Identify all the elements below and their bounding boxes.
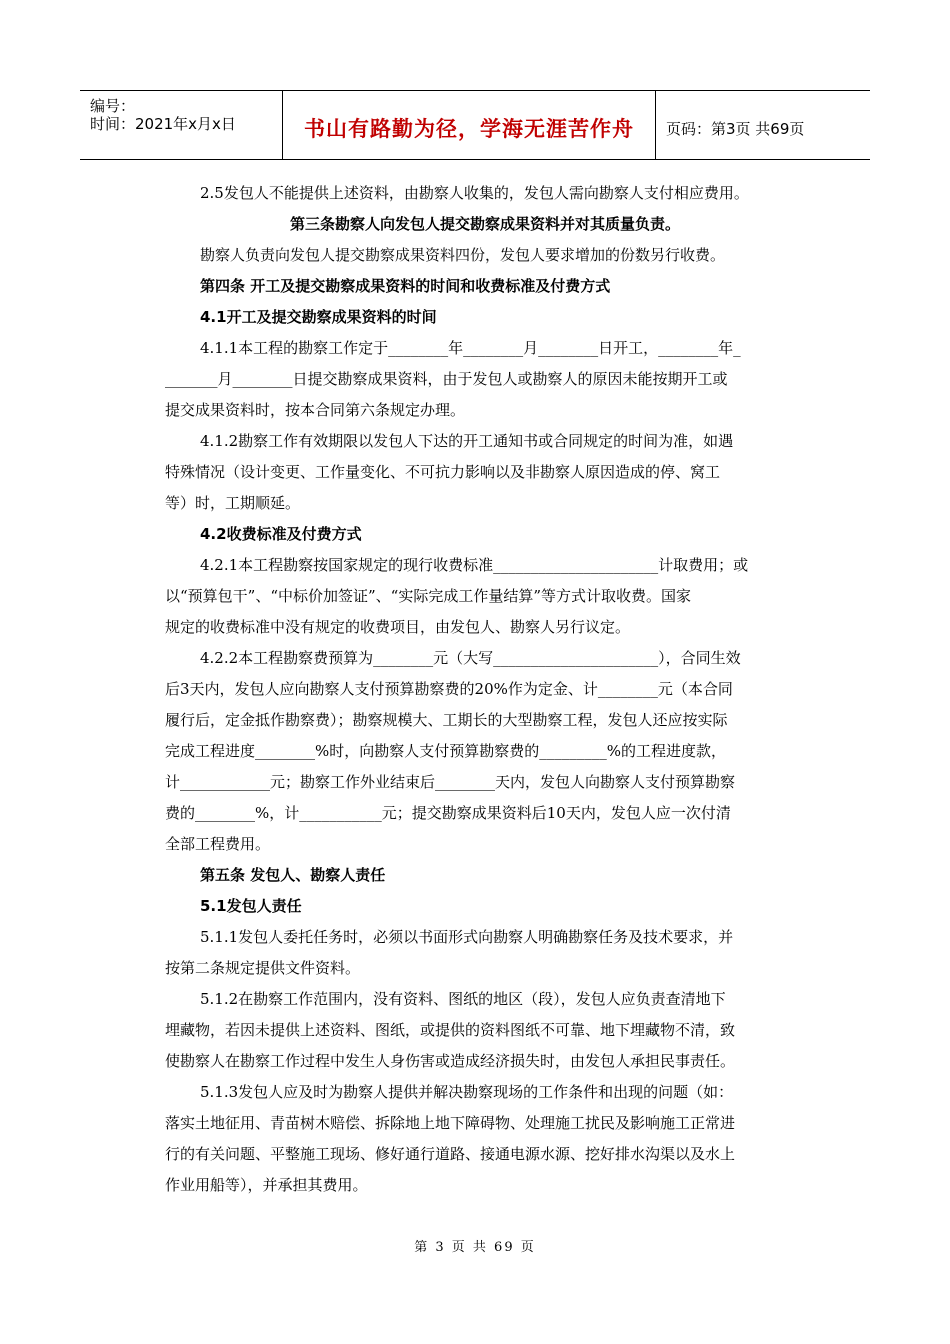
paragraph-line: 履行后，定金抵作勘察费）；勘察规模大、工期长的大型勘察工程，发包人还应按实际 [165, 711, 728, 729]
paragraph-line: 按第二条规定提供文件资料。 [165, 959, 361, 977]
header-page-label: 页码：第3页 共69页 [666, 120, 805, 138]
document-header [80, 90, 870, 160]
paragraph-line: 5.1.2在勘察工作范围内，没有资料、图纸的地区（段），发包人应负责查清地下 [200, 990, 726, 1008]
paragraph-line: 落实土地征用、青苗树木赔偿、拆除地上地下障碍物、处理施工扰民及影响施工正常进 [165, 1114, 736, 1132]
paragraph-line: 全部工程费用。 [165, 835, 271, 853]
paragraph-line: 5.1.1发包人委托任务时，必须以书面形式向勘察人明确勘察任务及技术要求，并 [200, 928, 734, 946]
paragraph-line: 完成工程进度________%时，向勘察人支付预算勘察费的_________%的工程进度款， [165, 742, 727, 760]
header-right-cell [656, 91, 870, 159]
document-time-label: 时间：2021年x月x日 [90, 115, 236, 133]
section-heading: 4.2收费标准及付费方式 [200, 525, 362, 543]
paragraph-line: 等）时，工期顺延。 [165, 494, 301, 512]
page-footer: 第 3 页 共 69 页 [414, 1240, 536, 1255]
paragraph-line: 埋藏物，若因未提供上述资料、图纸，或提供的资料图纸不可靠、地下埋藏物不清，致 [165, 1021, 736, 1039]
paragraph-line: 以“预算包干”、“中标价加签证”、“实际完成工作量结算”等方式计取收费。国家 [165, 587, 692, 605]
paragraph-line: 使勘察人在勘察工作过程中发生人身伤害或造成经济损失时，由发包人承担民事责任。 [165, 1052, 736, 1070]
section-heading: 4.1开工及提交勘察成果资料的时间 [200, 308, 437, 326]
paragraph-line: 2.5发包人不能提供上述资料，由勘察人收集的，发包人需向勘察人支付相应费用。 [200, 184, 749, 202]
paragraph-line: 规定的收费标准中没有规定的收费项目，由发包人、勘察人另行议定。 [165, 618, 631, 636]
section-heading: 5.1发包人责任 [200, 897, 302, 915]
header-motto: 书山有路勤为径，学海无涯苦作舟 [304, 117, 634, 141]
article-heading: 第五条 发包人、勘察人责任 [200, 866, 386, 884]
paragraph-line: 费的________%，计___________元；提交勘察成果资料后10天内，发包人应一次付清 [165, 804, 731, 822]
paragraph-line: 4.1.1本工程的勘察工作定于________年________月________日开工，________年_ [200, 339, 741, 357]
document-number-label: 编号： [90, 97, 136, 115]
paragraph-line: 4.2.1本工程勘察按国家规定的现行收费标准______________________计取费用；或 [200, 556, 749, 574]
paragraph-line: 提交成果资料时，按本合同第六条规定办理。 [165, 401, 466, 419]
header-left-cell [80, 91, 280, 159]
paragraph-line: 行的有关问题、平整施工现场、修好通行道路、接通电源水源、挖好排水沟渠以及水上 [165, 1145, 736, 1163]
document-body [165, 178, 805, 1201]
article-heading: 第三条勘察人向发包人提交勘察成果资料并对其质量负责。 [289, 215, 680, 233]
paragraph-line: 4.1.2勘察工作有效期限以发包人下达的开工通知书或合同规定的时间为准，如遇 [200, 432, 734, 450]
paragraph-line: 计____________元；勘察工作外业结束后________天内，发包人向勘察人支付预算勘察 [165, 773, 736, 791]
paragraph-line: 作业用船等），并承担其费用。 [165, 1176, 368, 1194]
paragraph-line: 后3天内，发包人应向勘察人支付预算勘察费的20%作为定金、计________元（本合同 [165, 680, 733, 698]
article-heading: 第四条 开工及提交勘察成果资料的时间和收费标准及付费方式 [200, 277, 611, 295]
paragraph-line: 勘察人负责向发包人提交勘察成果资料四份，发包人要求增加的份数另行收费。 [200, 246, 726, 264]
paragraph-line: 特殊情况（设计变更、工作量变化、不可抗力影响以及非勘察人原因造成的停、窝工 [165, 463, 721, 481]
paragraph-line: 4.2.2本工程勘察费预算为________元（大写______________________），合同生效 [200, 649, 741, 667]
paragraph-line: _______月________日提交勘察成果资料，由于发包人或勘察人的原因未能按期开工或 [165, 370, 728, 388]
paragraph-line: 5.1.3发包人应及时为勘察人提供并解决勘察现场的工作条件和出现的问题（如： [200, 1083, 734, 1101]
header-middle-cell [282, 91, 656, 159]
